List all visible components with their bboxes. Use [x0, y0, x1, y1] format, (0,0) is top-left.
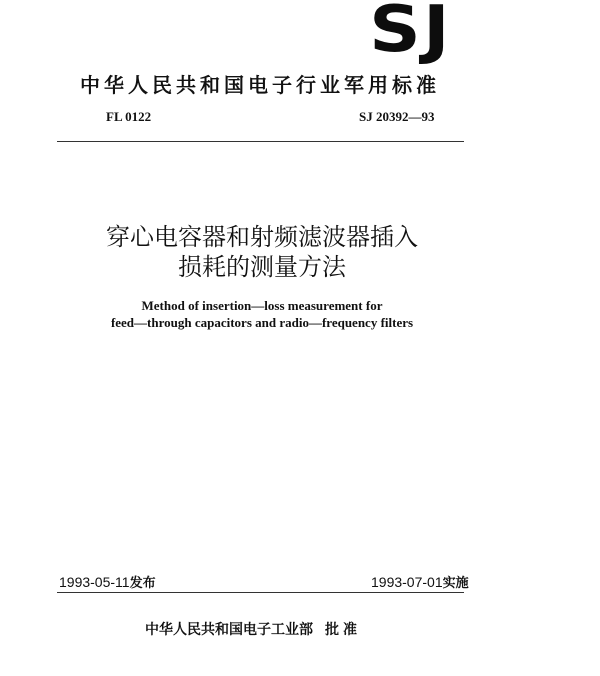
classification-code: FL 0122: [106, 109, 152, 124]
standard-category-title: 中华人民共和国电子行业军用标准: [80, 73, 440, 97]
approval-label: 批准: [325, 622, 361, 638]
issue-date-block: [59, 573, 156, 593]
sj-logo: SJ: [369, 0, 452, 67]
standard-number: SJ 20392—93: [359, 109, 435, 124]
approval-line: [145, 620, 361, 640]
implementation-date: 1993-07-01: [371, 574, 443, 590]
english-title: [56, 297, 468, 331]
english-title-line-1: Method of insertion—loss measurement for: [141, 298, 383, 313]
chinese-title: [56, 222, 468, 282]
implementation-date-block: [371, 573, 469, 593]
footer-divider: [57, 592, 464, 593]
implementation-label: 实施: [442, 576, 469, 591]
header-divider: [57, 141, 464, 142]
chinese-title-line-2: 损耗的测量方法: [178, 253, 346, 281]
english-title-line-2: feed—through capacitors and radio—frequency filters: [110, 315, 414, 330]
issue-label: 发布: [129, 576, 156, 591]
approving-authority: 中华人民共和国电子工业部: [145, 622, 313, 638]
chinese-title-line-1: 穿心电容器和射频滤波器插入: [106, 223, 418, 251]
issue-date: 1993-05-11: [59, 574, 130, 590]
